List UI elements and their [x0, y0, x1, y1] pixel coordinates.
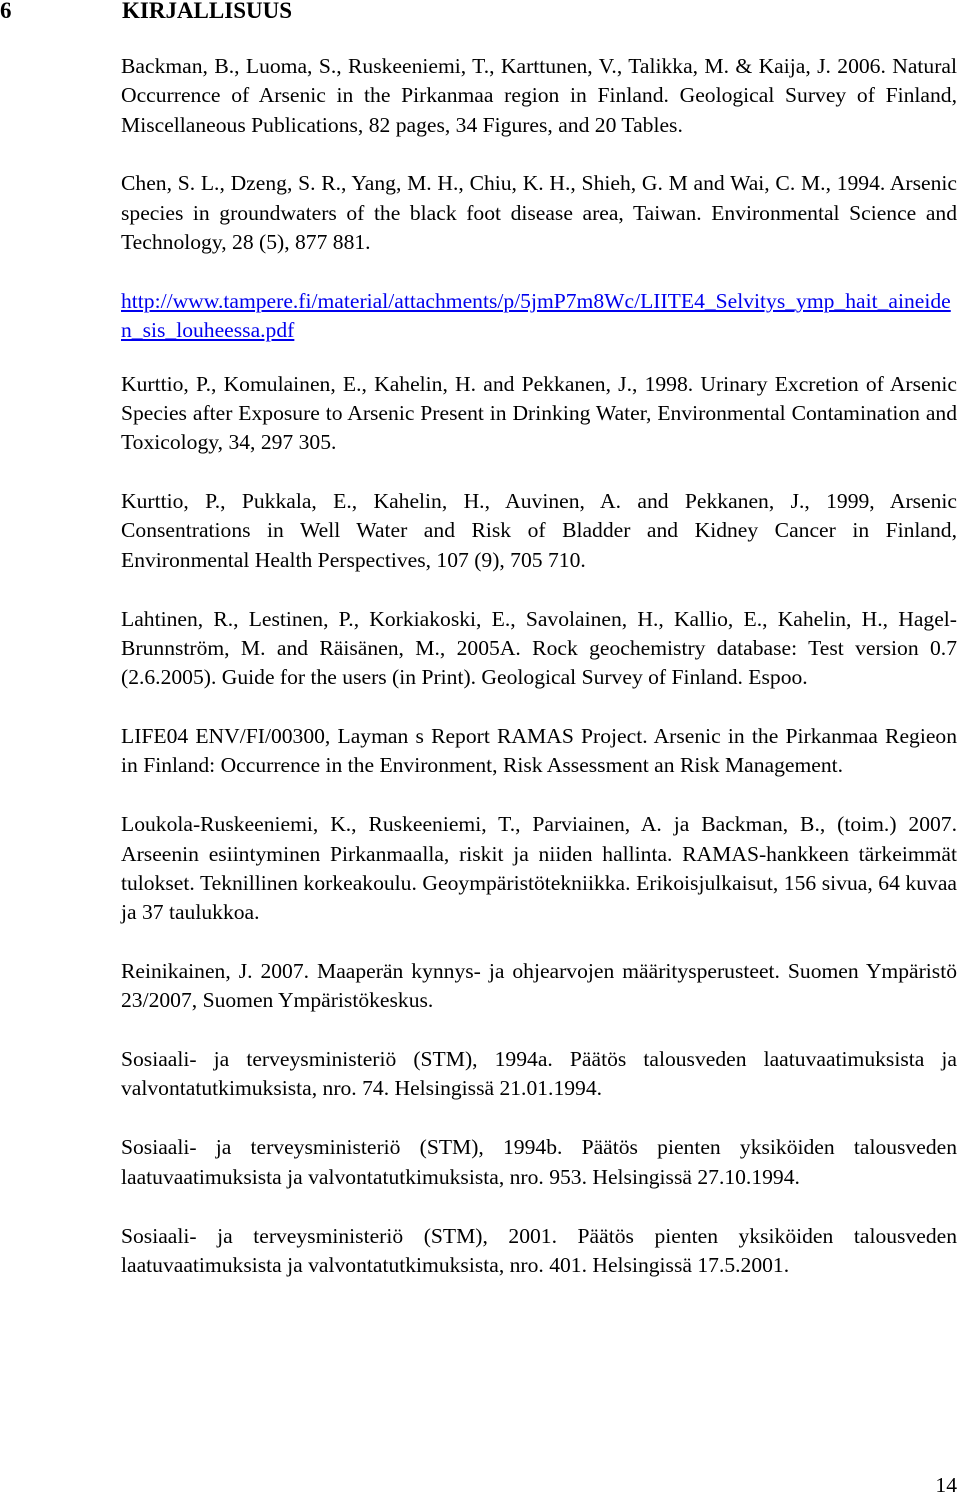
reference-item: LIFE04 ENV/FI/00300, Layman s Report RAMAS Project. Arsenic in the Pirkanmaa Regieon in Finland: Occurrence in the Environment, Risk Assessment an Risk Management. [121, 724, 957, 778]
reference-link[interactable]: http://www.tampere.fi/material/attachments/p/5jmP7m8Wc/LIITE4_Selvitys_ymp_hait_aineiden_sis_louheessa.pdf [121, 288, 951, 343]
reference-item: Backman, B., Luoma, S., Ruskeeniemi, T., Karttunen, V., Talikka, M. & Kaija, J. 2006. Natural Occurrence of Arsenic in the Pirkanmaa region in Finland. Geological Survey of Finland, Miscellaneous Publications, 82 pages, 34 Figures, and 20 Tables. [121, 54, 957, 137]
section-heading [0, 0, 900, 27]
reference-item: Lahtinen, R., Lestinen, P., Korkiakoski, E., Savolainen, H., Kallio, E., Kahelin, H., Hagel-Brunnström, M. and Räisänen, M., 2005A. Rock geochemistry database: Test version 0.7 (2.6.2005). Guide for the users (in Print). Geological Survey of Finland. Espoo. [121, 606, 957, 690]
reference-item: Sosiaali- ja terveysministeriö (STM), 1994b. Päätös pienten yksiköiden talousveden laatuvaatimuksista ja valvontatutkimuksista, nro. 953. Helsingissä 27.10.1994. [121, 1135, 957, 1189]
reference-item: Loukola-Ruskeeniemi, K., Ruskeeniemi, T., Parviainen, A. ja Backman, B., (toim.) 2007. Arseenin esiintyminen Pirkanmaalla, riskit ja niiden hallinta. RAMAS-hankkeen tärkeimmät tulokset. Teknillinen korkeakoulu. Geoympäristötekniikka. Erikoisjulkaisut, 156 sivua, 64 kuvaa ja 37 taulukkoa. [121, 812, 957, 925]
reference-item: Chen, S. L., Dzeng, S. R., Yang, M. H., Chiu, K. H., Shieh, G. M and Wai, C. M., 1994. Arsenic species in groundwaters of the black foot disease area, Taiwan. Environmental Science and Technology, 28 (5), 877 881. [121, 171, 957, 255]
page-number: 14 [935, 1473, 957, 1497]
reference-item: Sosiaali- ja terveysministeriö (STM), 1994a. Päätös talousveden laatuvaatimuksista ja valvontatutkimuksista, nro. 74. Helsingissä 21.01.1994. [121, 1047, 957, 1101]
reference-item: Kurttio, P., Pukkala, E., Kahelin, H., Auvinen, A. and Pekkanen, J., 1999, Arsenic Consentrations in Well Water and Risk of Bladder and Kidney Cancer in Finland, Environmental Health Perspectives, 107 (9), 705 710. [121, 489, 957, 572]
reference-item: Sosiaali- ja terveysministeriö (STM), 2001. Päätös pienten yksiköiden talousveden laatuvaatimuksista ja valvontatutkimuksista, nro. 401. Helsingissä 17.5.2001. [121, 1223, 957, 1277]
reference-item: Reinikainen, J. 2007. Maaperän kynnys- ja ohjearvojen määritysperusteet. Suomen Ympäristö 23/2007, Suomen Ympäristökeskus. [121, 958, 957, 1013]
section-number: 6 [0, 0, 12, 23]
reference-list [121, 52, 957, 1310]
reference-item: Kurttio, P., Komulainen, E., Kahelin, H. and Pekkanen, J., 1998. Urinary Excretion of Arsenic Species after Exposure to Arsenic Present in Drinking Water, Environmental Contamination and Toxicology, 34, 297 305. [121, 371, 957, 455]
section-title: KIRJALLISUUS [122, 0, 292, 23]
